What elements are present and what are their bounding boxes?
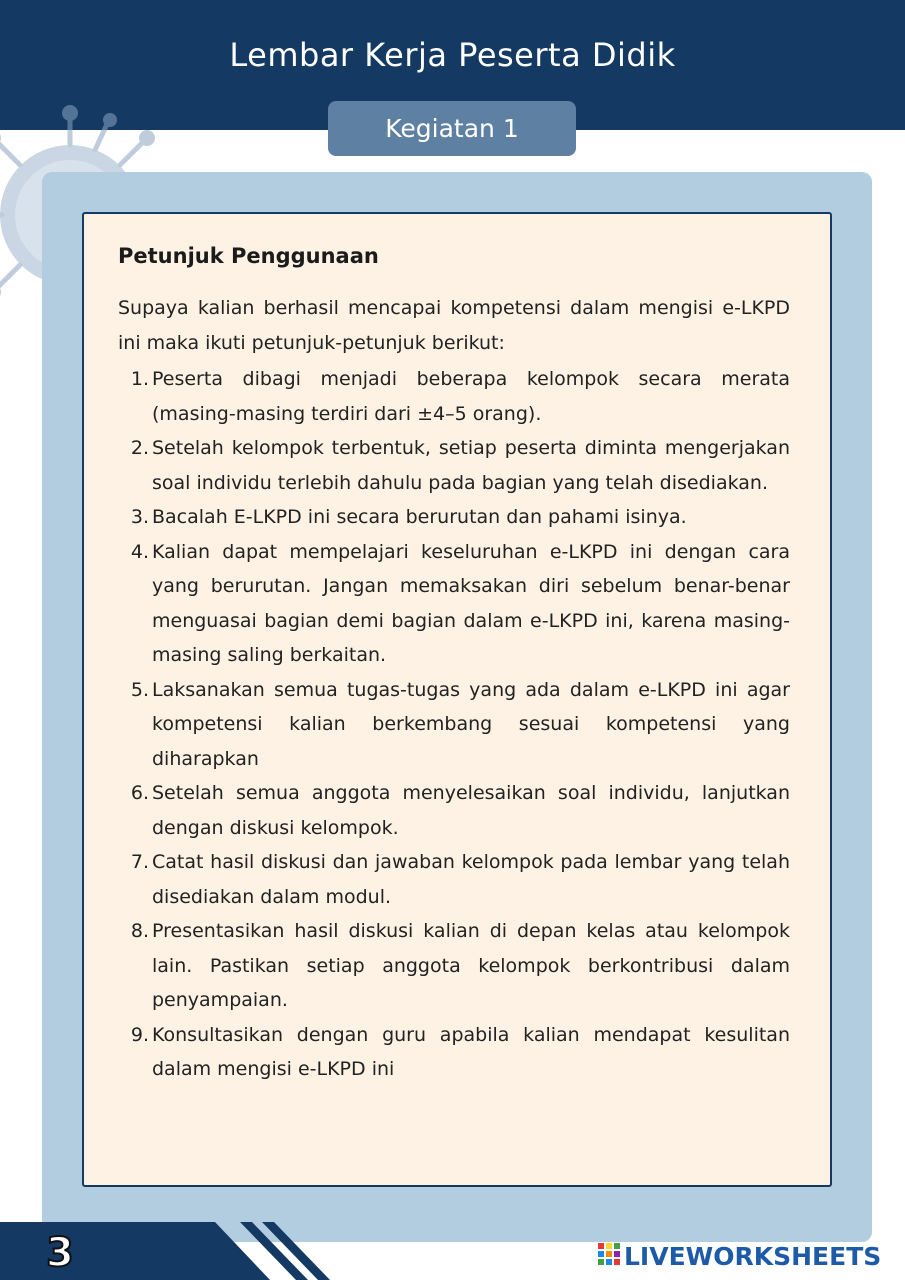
instruction-step [118,431,790,500]
instruction-step [118,535,790,673]
instruction-step [118,845,790,914]
step-number: 2. [130,437,149,459]
step-number: 6. [130,782,149,804]
activity-tab: Kegiatan 1 [328,101,576,156]
step-number: 5. [130,678,149,701]
liveworksheets-logo[interactable] [598,1240,881,1272]
step-number: 9. [130,1023,149,1046]
step-text: Kalian dapat mempelajari keseluruhan e-LKPD ini dengan cara yang berurutan. Jangan memaksakan diri sebelum benar-benar menguasai bagian demi bagian dalam e-LKPD ini, karena masing-masing saling berkaitan. [152,540,790,666]
step-text: Presentasikan hasil diskusi kalian di depan kelas atau kelompok lain. Pastikan setiap anggota kelompok berkontribusi dalam penyampaian. [152,920,790,1011]
liveworksheets-logo-icon [598,1243,620,1269]
step-text: Setelah kelompok terbentuk, setiap peserta diminta mengerjakan soal individu terlebih dahulu pada bagian yang telah disediakan. [152,437,790,494]
step-text: Catat hasil diskusi dan jawaban kelompok pada lembar yang telah disediakan dalam modul. [152,851,790,908]
logo-text: LIVEWORKSHEETS [624,1241,882,1271]
step-number: 3. [130,506,149,528]
page-title: Lembar Kerja Peserta Didik [229,36,676,74]
instruction-step [118,776,790,845]
instructions-card [82,212,832,1187]
instruction-step [118,673,790,777]
step-text: Setelah semua anggota menyelesaikan soal individu, lanjutkan dengan diskusi kelompok. [152,782,790,839]
instruction-step [118,1018,790,1087]
step-number: 4. [130,540,149,563]
step-text: Peserta dibagi menjadi beberapa kelompok secara merata (masing-masing terdiri dari ±4–5 orang). [152,368,790,425]
instruction-step [118,500,790,535]
step-text: Laksanakan semua tugas-tugas yang ada dalam e-LKPD ini agar kompetensi kalian berkembang sesuai kompetensi yang diharapkan [152,678,790,770]
instructions-intro: Supaya kalian berhasil mencapai kompetensi dalam mengisi e-LKPD ini maka ikuti petunjuk-petunjuk berikut: [118,297,790,354]
step-text: Bacalah E-LKPD ini secara berurutan dan pahami isinya. [152,506,687,528]
step-number: 7. [130,851,149,873]
instruction-step [118,362,790,431]
step-text: Konsultasikan dengan guru apabila kalian mendapat kesulitan dalam mengisi e-LKPD ini [152,1023,790,1080]
step-number: 8. [130,920,149,942]
instruction-step [118,914,790,1018]
instruction-steps [118,362,790,1087]
step-number: 1. [130,368,149,390]
page-number: 3 [46,1230,74,1276]
instructions-heading: Petunjuk Penggunaan [118,244,379,268]
